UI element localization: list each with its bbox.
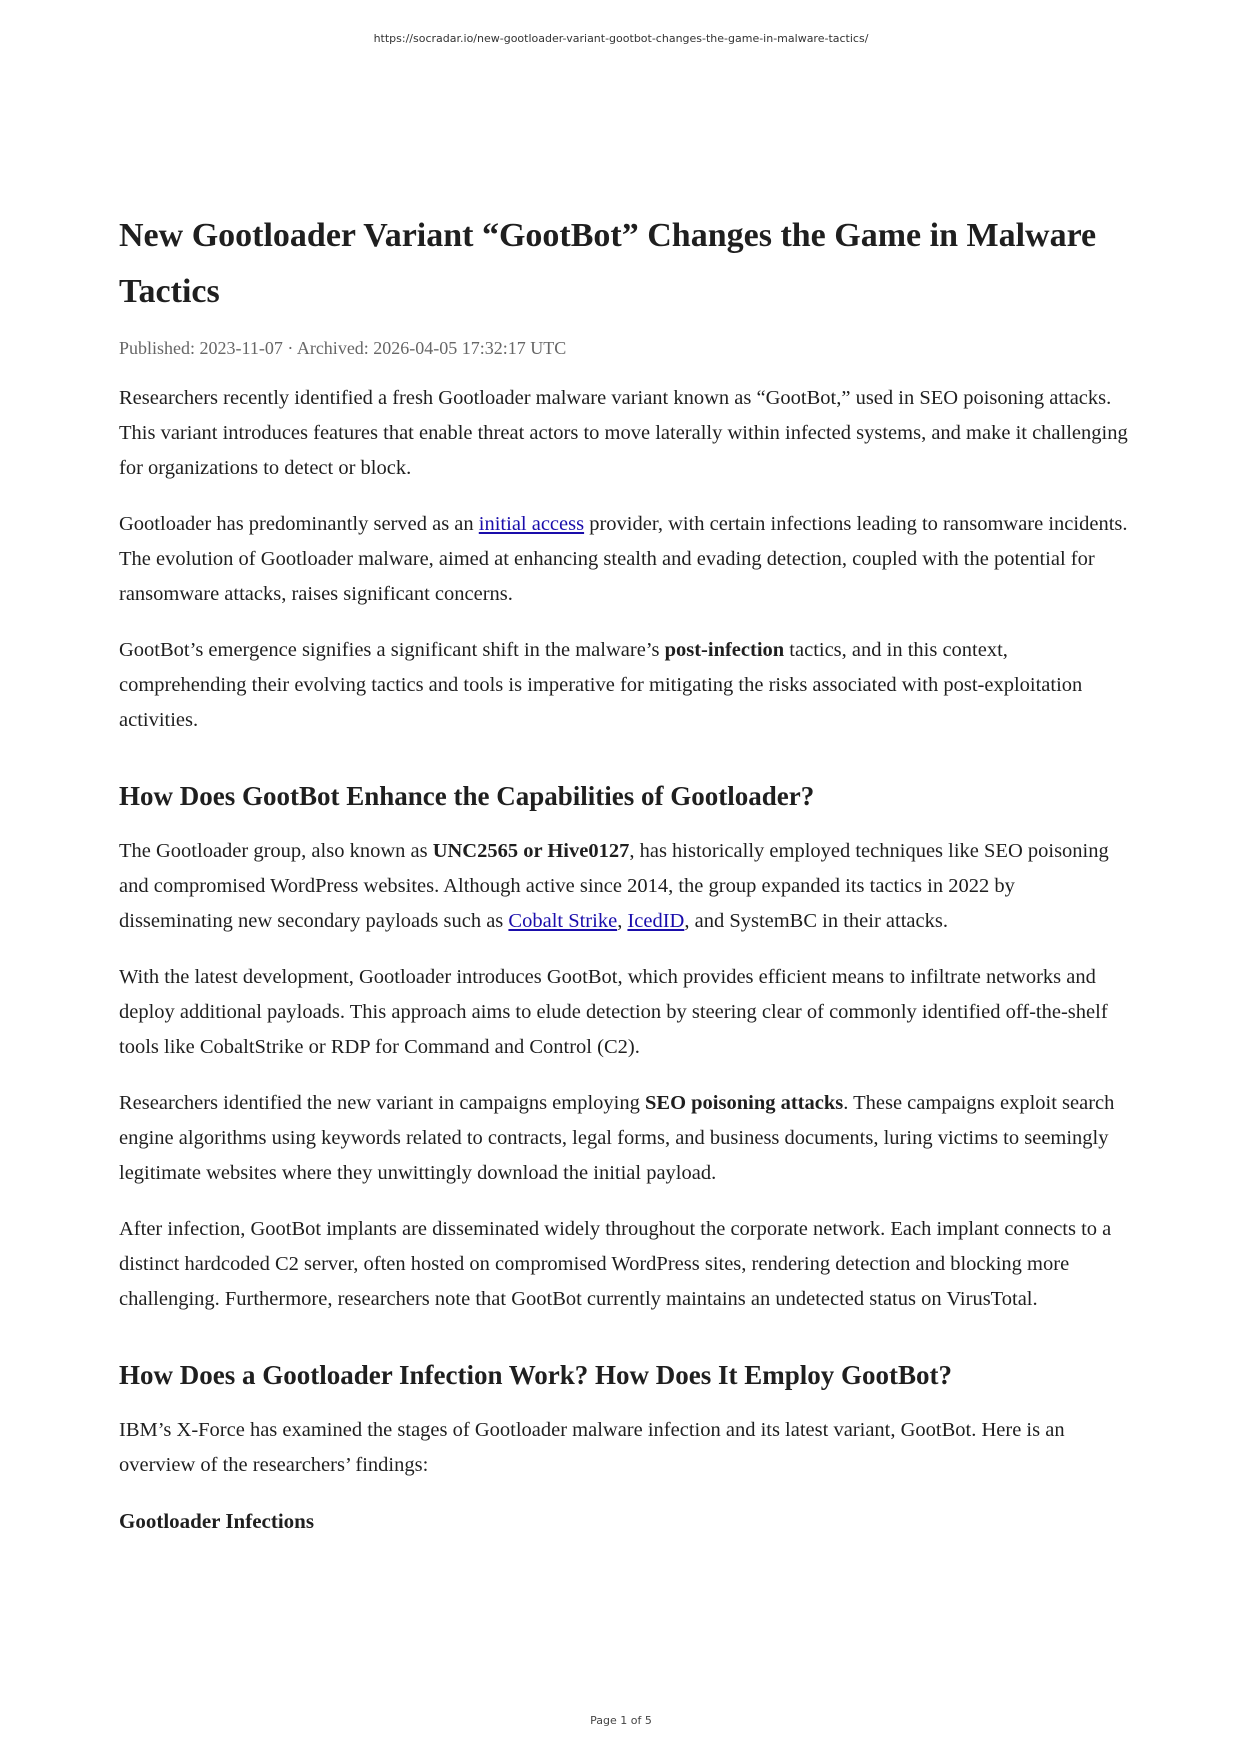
paragraph-4 xyxy=(119,834,1129,939)
paragraph-8: IBM’s X-Force has examined the stages of Gootloader malware infection and its latest variant, GootBot. Here is an overview of the researchers’ findings: xyxy=(119,1419,1065,1476)
paragraph-3 xyxy=(119,633,1129,738)
icedid-link[interactable]: IcedID xyxy=(627,910,685,932)
article xyxy=(119,208,1129,1538)
text-span: , xyxy=(617,910,628,932)
article-title: New Gootloader Variant “GootBot” Changes the Game in Malware Tactics xyxy=(119,217,1097,310)
paragraph-7: After infection, GootBot implants are disseminated widely throughout the corporate network. Each implant connects to a distinct hardcoded C2 server, often hosted on compromised WordPress sites, rendering detection and blocking more challenging. Furthermore, researchers note that GootBot currently maintains an undetected status on VirusTotal. xyxy=(119,1218,1112,1310)
page-number: Page 1 of 5 xyxy=(590,1714,652,1727)
text-span: , and SystemBC in their attacks. xyxy=(684,910,948,932)
paragraph-6 xyxy=(119,1086,1129,1191)
text-span: tactics, and in this context, comprehending their evolving tactics and tools is imperative for mitigating the risks associated with post-exploitation activities. xyxy=(119,639,1083,731)
bold-text: UNC2565 or Hive0127 xyxy=(432,840,630,862)
article-meta: Published: 2023-11-07 · Archived: 2026-04-05 17:32:17 UTC xyxy=(119,338,567,358)
text-span: GootBot’s emergence signifies a significant shift in the malware’s xyxy=(119,639,665,661)
text-span: Researchers identified the new variant in campaigns employing xyxy=(119,1092,645,1114)
cobalt-strike-link[interactable]: Cobalt Strike xyxy=(508,910,618,932)
text-span: provider, with certain infections leading to ransomware incidents. The evolution of Gootloader malware, aimed at enhancing stealth and evading detection, coupled with the potential for ransomware attacks, raises significant concerns. xyxy=(119,513,1128,605)
subsection-heading: Gootloader Infections xyxy=(119,1509,315,1533)
paragraph-5: With the latest development, Gootloader introduces GootBot, which provides efficient means to infiltrate networks and deploy additional payloads. This approach aims to elude detection by steering clear of commonly identified off-the-shelf tools like CobaltStrike or RDP for Command and Control (C2). xyxy=(119,966,1108,1058)
page-url: https://socradar.io/new-gootloader-variant-gootbot-changes-the-game-in-malware-tactics/ xyxy=(373,32,869,45)
initial-access-link[interactable]: initial access xyxy=(478,513,585,535)
paragraph-2 xyxy=(119,507,1129,612)
text-span: . These campaigns exploit search engine algorithms using keywords related to contracts, legal forms, and business documents, luring victims to seemingly legitimate websites where they unwittingly download the initial payload. xyxy=(119,1092,1115,1184)
text-span: , has historically employed techniques like SEO poisoning and compromised WordPress websites. Although active since 2014, the group expanded its tactics in 2022 by disseminating new secondary payloads such as xyxy=(119,840,1109,932)
bold-text: SEO poisoning attacks xyxy=(645,1092,844,1114)
text-span: Gootloader has predominantly served as an xyxy=(119,513,479,535)
section-heading-1: How Does GootBot Enhance the Capabilities of Gootloader? xyxy=(119,781,815,811)
paragraph-1: Researchers recently identified a fresh Gootloader malware variant known as “GootBot,” used in SEO poisoning attacks. This variant introduces features that enable threat actors to move laterally within infected systems, and make it challenging for organizations to detect or block. xyxy=(119,387,1128,479)
text-span: The Gootloader group, also known as xyxy=(119,840,433,862)
section-heading-2: How Does a Gootloader Infection Work? How Does It Employ GootBot? xyxy=(119,1360,952,1390)
bold-text: post-infection xyxy=(664,639,785,661)
